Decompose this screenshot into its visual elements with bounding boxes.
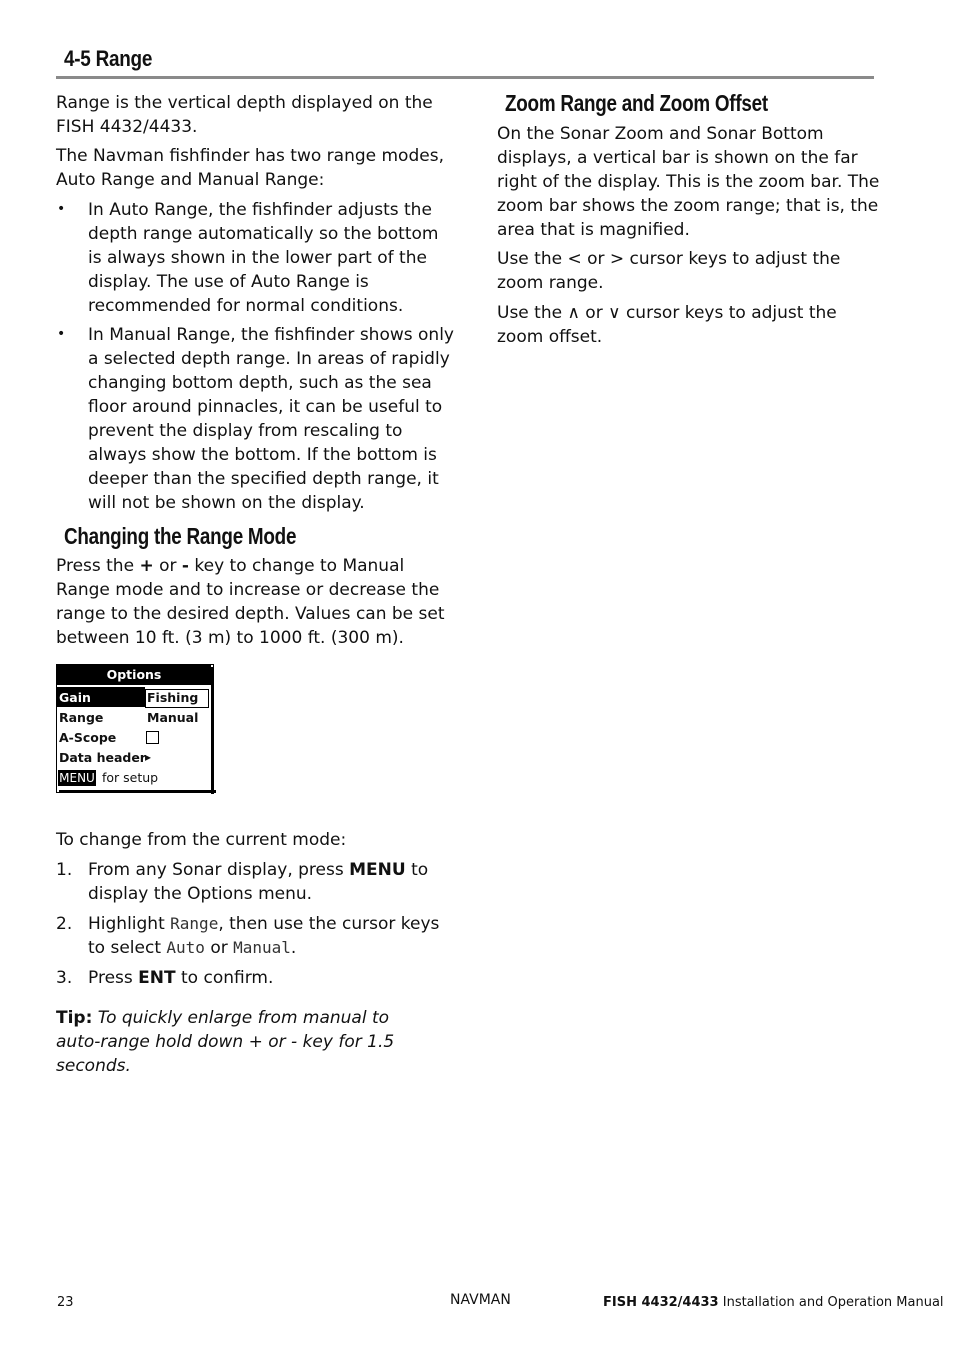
options-title: Options [57,665,211,685]
zoom-heading: Zoom Range and Zoom Offset [505,90,768,116]
zoom-paragraph-3: Use the ∧ or ∨ cursor keys to adjust the zoom offset. [497,303,837,347]
options-row-range-label: Range [59,710,104,725]
step-1-number: 1. [56,860,73,880]
step-2-number: 2. [56,914,73,934]
bullet-marker: • [57,326,66,342]
options-row-dataheader-label: Data header [59,750,146,765]
options-row-range-value: Manual [147,710,199,725]
ascope-checkbox [146,731,159,744]
press-key-paragraph: Press the + or - key to change to Manual Range mode and to increase or decrease the range to the desired depth. Values can be set between 10 ft. (3 m) to 1000 ft. (300 m). [56,556,445,648]
zoom-paragraph-1: On the Sonar Zoom and Sonar Bottom displays, a vertical bar is shown on the far right of the display. This is the zoom bar. The zoom bar shows the zoom range; that is, the area that is magnified. [497,124,880,240]
step-3: Press ENT to confirm. [88,968,274,988]
step-2: Highlight Range, then use the cursor keys to select Auto or Manual. [88,914,440,958]
options-row-ascope-label: A-Scope [59,730,117,745]
menu-key-chip: MENU [59,771,95,785]
bullet-auto-range: In Auto Range, the fishfinder adjusts the depth range automatically so the bottom is always shown in the lower part of the display. The use of Auto Range is recommended for normal conditions. [88,200,439,316]
bullet-manual-range: In Manual Range, the fishfinder shows only a selected depth range. In areas of rapidly changing bottom depth, such as the sea floor around pinnacles, it can be useful to prevent the display from rescaling to always show the bottom. If the bottom is deeper than the specified depth range, it will not be shown on the display. [88,325,454,513]
changing-range-mode-heading: Changing the Range Mode [64,523,297,549]
intro-paragraph-2: The Navman fishfinder has two range modes, Auto Range and Manual Range: [56,146,444,190]
bullet-marker: • [57,201,66,217]
page-number: 23 [57,1295,74,1310]
change-mode-intro: To change from the current mode: [56,830,347,850]
section-title: 4-5 Range [64,46,153,71]
options-row-gain-value: Fishing [147,690,199,705]
tip-paragraph: Tip: To quickly enlarge from manual to auto-range hold down + or - key for 1.5 seconds. [56,1008,395,1076]
section-rule [56,76,874,79]
step-1: From any Sonar display, press MENU to display the Options menu. [88,860,429,904]
menu-setup-hint: for setup [102,770,159,785]
footer-manual-title: FISH 4432/4433 Installation and Operation Manual [603,1295,944,1310]
footer-brand: NAVMAN [450,1292,511,1308]
options-row-gain-label: Gain [59,690,91,705]
submenu-arrow-icon: ▸ [145,750,152,764]
intro-paragraph-1: Range is the vertical depth displayed on the FISH 4432/4433. [56,93,433,137]
zoom-paragraph-2: Use the < or > cursor keys to adjust the zoom range. [497,249,841,293]
options-menu-screenshot [56,664,214,793]
step-3-number: 3. [56,968,73,988]
